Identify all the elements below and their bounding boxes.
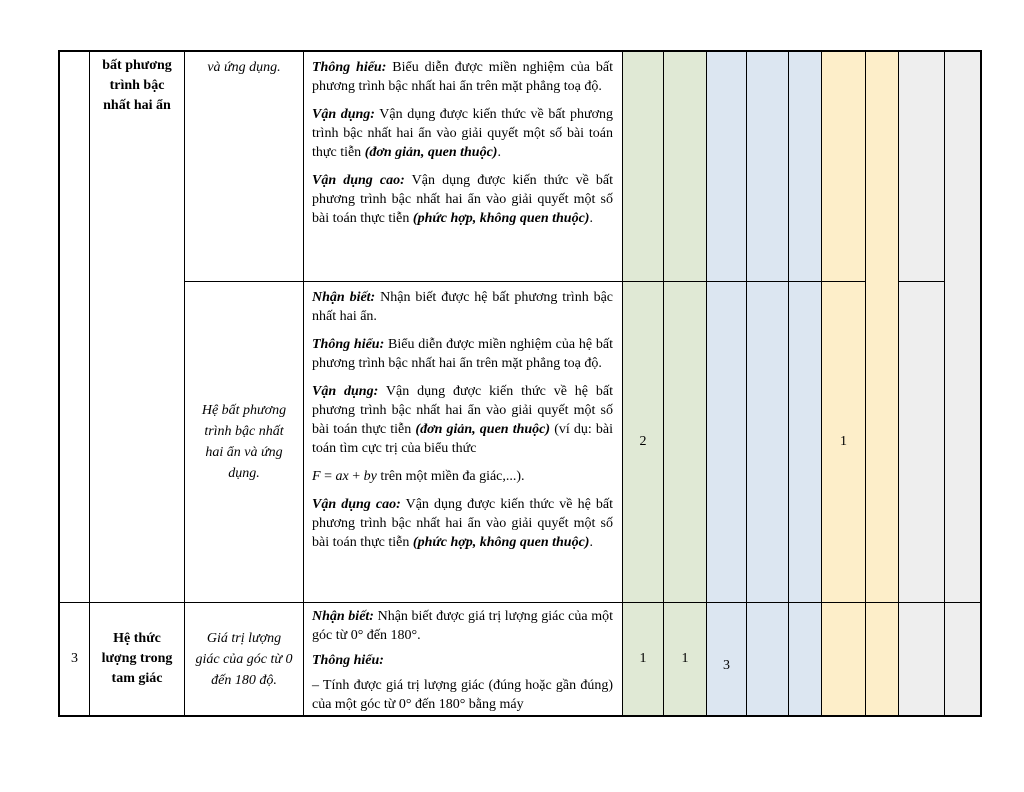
text-segment: by — [363, 469, 377, 484]
topic-label: bất phương trình bậc nhất hai ẩn — [102, 58, 172, 113]
cell-row-number-merged — [60, 52, 90, 603]
text-segment: (ví dụ: bài toán tìm cực trị của biểu thức — [312, 422, 613, 456]
text-segment: ax — [335, 469, 349, 484]
count-value: 1 — [639, 651, 647, 666]
text-segment: (phức hợp, không quen thuộc) — [412, 535, 590, 550]
cell-count-r3-c2 — [664, 603, 707, 715]
text-segment: Nhận biết: — [312, 609, 374, 624]
cell-count-r3-c7 — [866, 603, 899, 715]
text-segment: Biểu diễn được miền nghiệm của bất phương trình bậc nhất hai ẩn trên mặt phẳng toạ độ. — [312, 60, 613, 94]
cell-topic-name-3 — [90, 603, 185, 715]
cell-topic-name — [90, 52, 185, 603]
text-segment: Vận dụng cao: — [312, 497, 401, 512]
cell-count-r2-c4 — [747, 282, 789, 603]
cell-count-c9-merged — [945, 52, 980, 603]
count-value: 1 — [840, 434, 847, 449]
text-segment: Nhận biết được giá trị lượng giác của một góc từ 0° đến 180°. — [312, 609, 613, 643]
text-segment: . — [497, 145, 501, 160]
text-segment: Vận dụng được kiến thức về bất phương trình bậc nhất hai ẩn vào giải quyết một số bài toán thực tiễn — [312, 107, 613, 160]
text-segment: . — [589, 535, 593, 550]
text-segment: Vận dụng được kiến thức về hệ bất phương trình bậc nhất hai ẩn vào giải quyết một số bài toán thực tiễn — [312, 384, 614, 437]
cell-count-r3-c8 — [899, 603, 945, 715]
cell-count-c7-merged — [866, 52, 899, 603]
paragraph — [312, 651, 613, 670]
text-segment: Biểu diễn được miền nghiệm của hệ bất phương trình bậc nhất hai ẩn trên mặt phẳng toạ độ. — [312, 337, 613, 371]
paragraph — [312, 607, 613, 645]
count-value: 1 — [681, 651, 689, 666]
paragraph — [312, 467, 613, 486]
cell-count-r3-c1 — [623, 603, 664, 715]
cell-subtopic-2 — [185, 282, 304, 603]
text-segment: = — [320, 469, 336, 484]
cell-count-r1-c5 — [789, 52, 822, 282]
count-value: 3 — [723, 658, 730, 673]
row-number-label: 3 — [71, 651, 78, 666]
cell-objectives-1 — [304, 52, 623, 282]
cell-row-number-3 — [60, 603, 90, 715]
cell-count-r1-c2 — [664, 52, 707, 282]
text-segment: Vận dụng: — [312, 107, 375, 122]
cell-count-r2-c8 — [899, 282, 945, 603]
text-segment: . — [589, 211, 593, 226]
cell-objectives-2 — [304, 282, 623, 603]
text-segment: Vận dụng cao: — [312, 173, 405, 188]
cell-count-r1-c3 — [707, 52, 747, 282]
paragraph — [312, 382, 613, 458]
subtopic-label: Giá trị lượng giác của góc từ 0 đến 180 độ. — [195, 630, 293, 688]
count-value: 2 — [639, 434, 647, 449]
cell-count-r3-c6 — [822, 603, 866, 715]
cell-count-r2-c6 — [822, 282, 866, 603]
text-segment: Nhận biết: — [312, 290, 376, 305]
topic-label: Hệ thức lượng trong tam giác — [101, 631, 173, 686]
paragraph — [312, 676, 613, 714]
cell-count-r1-c8 — [899, 52, 945, 282]
text-segment: – Tính được giá trị lượng giác (đúng hoặc gần đúng) của một góc từ 0° đến 180° bằng máy — [312, 678, 613, 712]
text-segment: Thông hiểu: — [312, 653, 384, 668]
paragraph — [312, 105, 613, 162]
text-segment: Vận dụng được kiến thức về hệ bất phương trình bậc nhất hai ẩn vào giải quyết một số bài toán thực tiễn — [312, 497, 614, 550]
cell-count-r1-c1 — [623, 52, 664, 282]
paragraph — [312, 58, 613, 96]
paragraph — [312, 288, 613, 326]
cell-subtopic-3 — [185, 603, 304, 715]
text-segment: trên một miền đa giác,...). — [376, 469, 525, 484]
paragraph — [312, 335, 613, 373]
subtopic-label: và ứng dụng. — [207, 60, 281, 75]
subtopic-label: Hệ bất phương trình bậc nhất hai ẩn và ứng dụng. — [201, 403, 287, 481]
cell-count-r1-c6 — [822, 52, 866, 282]
text-segment: Vận dụng được kiến thức về bất phương trình bậc nhất hai ẩn vào giải quyết một số bài toán thực tiễn — [312, 173, 614, 226]
cell-count-r2-c3 — [707, 282, 747, 603]
cell-count-r3-c3 — [707, 603, 747, 715]
paragraph — [312, 495, 613, 552]
text-segment: + — [348, 469, 364, 484]
cell-count-r1-c4 — [747, 52, 789, 282]
text-segment: (đơn giản, quen thuộc) — [364, 145, 498, 160]
matrix-table — [58, 50, 982, 717]
cell-subtopic-1 — [185, 52, 304, 282]
cell-count-r3-c4 — [747, 603, 789, 715]
text-segment: Vận dụng: — [312, 384, 379, 399]
text-segment: (phức hợp, không quen thuộc) — [412, 211, 590, 226]
text-segment: Nhận biết được hệ bất phương trình bậc nhất hai ẩn. — [312, 290, 614, 324]
text-segment: Thông hiểu: — [312, 337, 385, 352]
text-segment: F — [312, 469, 321, 484]
cell-count-r2-c1 — [623, 282, 664, 603]
cell-objectives-3 — [304, 603, 623, 715]
cell-count-r2-c5 — [789, 282, 822, 603]
paragraph — [312, 171, 613, 228]
cell-count-r2-c2 — [664, 282, 707, 603]
text-segment: (đơn giản, quen thuộc) — [415, 422, 551, 437]
cell-count-r3-c9 — [945, 603, 980, 715]
text-segment: Thông hiểu: — [312, 60, 387, 75]
cell-count-r3-c5 — [789, 603, 822, 715]
